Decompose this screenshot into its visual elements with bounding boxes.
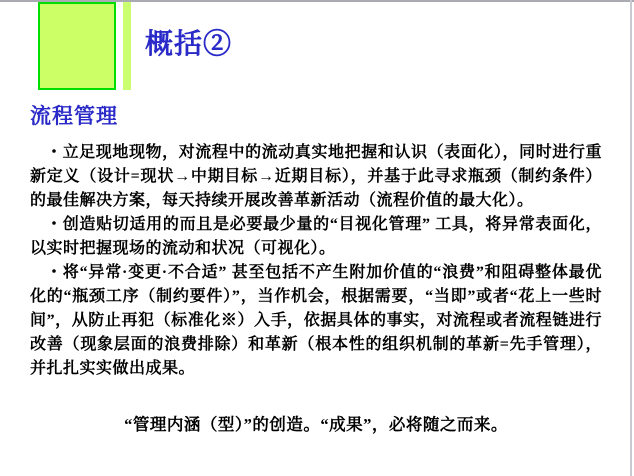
slide-title: 概括② <box>145 29 233 60</box>
right-border-line <box>630 0 632 476</box>
title-accent-box <box>38 2 116 90</box>
slide-body <box>30 100 602 437</box>
title-accent-strip <box>123 2 131 90</box>
body-paragraph: ・立足现地现物，对流程中的流动真实地把握和认识（表面化），同时进行重新定义（设计=现状→中期目标→近期目标），并基于此寻求瓶颈（制约条件）的最佳解决方案，每天持续开展改善革新活动（流程价值的最大化）。 <box>30 144 602 209</box>
section-heading: 流程管理 <box>30 104 118 128</box>
body-paragraph: ・创造贴切适用的而且是必要最少量的“目视化管理” 工具，将异常表面化，以实时把握现场的流动和状况（可视化）。 <box>30 216 602 257</box>
body-paragraph: ・将“异常·变更·不合适” 甚至包括不产生附加价值的“浪费”和阻碍整体最优化的“瓶颈工序（制约要件）”，当作机会，根据需要，“当即”或者“花上一些时间”，从防止再犯（标准化※）入手，依据具体的事实，对流程或者流程链进行改善（现象层面的浪费排除）和革新（根本性的组织机制的革新=先手管理），并扎扎实实做出成果。 <box>30 264 602 377</box>
closing-line: “管理内涵（型）”的创造。“成果”，必将随之而来。 <box>124 415 508 434</box>
